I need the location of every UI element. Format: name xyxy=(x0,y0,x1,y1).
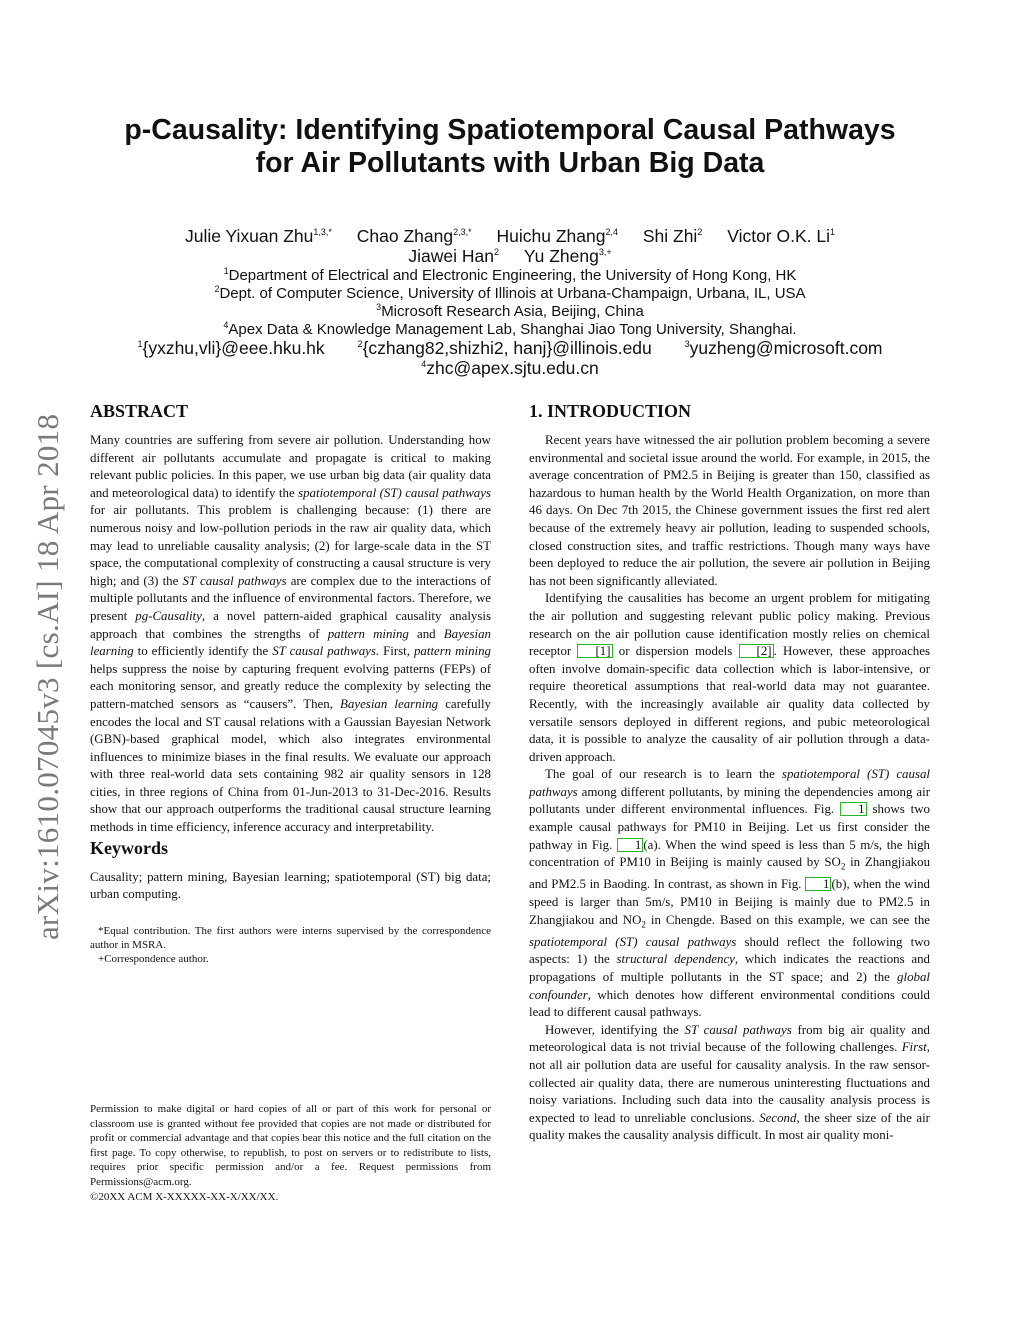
footnotes xyxy=(90,924,491,966)
affiliation: $^4$Apex Data & Knowledge Management Lab, Shanghai Jiao Tong University, Shanghai. xyxy=(223,320,797,338)
affiliation-list xyxy=(40,267,980,339)
keywords-heading: Keywords xyxy=(90,837,168,858)
paper-title xyxy=(60,114,960,180)
intro-paragraph-2: Identifying the causalities has become an urgent problem for mitigating the air pollution and suggesting relevant public policy making. Previous research on the air pollution cause identification mostly relies on chemical receptor [1] or dispersion models [2] . However, these approaches often involve domain-specific data collection which is labor-intensive, or require theoretical assumptions that real-world data may not guarantee. Recently, with the increasingly available air quality data collected by versatile sensors deployed in different regions, and pubic meteorological data, it is possible to analyze the causality of air pollution through a data-driven approach. xyxy=(529,591,930,764)
left-column xyxy=(90,400,491,966)
keywords-text: Causality; pattern mining, Bayesian learning; spatiotemporal (ST) big data; urban computing. xyxy=(90,869,491,902)
affiliation: $^3$Microsoft Research Asia, Beijing, China xyxy=(376,302,644,320)
email: $^4$zhc@apex.sjtu.edu.cn xyxy=(421,358,599,378)
author: Julie Yixuan Zhu$^{1,3,*}$ xyxy=(184,226,332,246)
correspondence-note: +Correspondence author. xyxy=(98,952,209,965)
email-list xyxy=(40,338,980,378)
equal-contribution-note: *Equal contribution. The first authors were interns supervised by the correspondence author in MSRA. xyxy=(90,924,491,951)
intro-paragraph-3: The goal of our research is to learn the spatiotemporal (ST) causal pathways among different pollutants, by mining the dependencies among air pollutants under different environmental influences. Fig. 1 shows two example causal pathways for PM10 in Beijing. Let us first consider the pathway in Fig. 1 (a). When the wind speed is less than 5 m/s, the high concentration of PM10 in Beijing is mainly caused by $SO_2$ in Zhangjiakou and PM2.5 in Baoding. In contrast, as shown in Fig. 1 (b), when the wind speed is larger than 5m/s, PM10 in Beijing is mainly due to PM2.5 in Zhangjiakou and $NO_2$ in Chengde. Based on this example, we can see the spatiotemporal (ST) causal pathways should reflect the following two aspects: 1) the structural dependency, which indicates the reactions and propagations of multiple pollutants in the ST space; and 2) the global confounder, which denotes how different environmental conditions could lead to different causal pathways. xyxy=(529,767,931,1020)
email: $^3$yuzheng@microsoft.com xyxy=(684,338,883,358)
copyright-line: ©20XX ACM X-XXXXX-XX-X/XX/XX. xyxy=(90,1190,279,1203)
abstract-text: Many countries are suffering from severe air pollution. Understanding how different air pollutants accumulate and propagate is critical to making relevant public policies. In this paper, we use urban big data (air quality data and meteorological data) to identify the spatiotemporal (ST) causal pathways for air pollutants. This problem is challenging because: (1) there are numerous noisy and low-pollution periods in the raw air quality data, which may lead to unreliable causality analysis; (2) for large-scale data in the ST space, the computational complexity of constructing a causal structure is very high; and (3) the ST causal pathways are complex due to the interactions of multiple pollutants and the influence of environmental factors. Therefore, we present pg-Causality, a novel pattern-aided graphical causality analysis approach that combines the strengths of pattern mining and Bayesian learning to efficiently identify the ST causal pathways. First, pattern mining helps suppress the noise by capturing frequent evolving patterns (FEPs) of each monitoring sensor, and greatly reduce the complexity by selecting the pattern-matched sensors as “causers”. Then, Bayesian learning carefully encodes the local and ST causal relations with a Gaussian Bayesian Network (GBN)-based graphical model, which also integrates environmental influences to minimize biases in the final results. We evaluate our approach with three real-world data sets containing 982 air quality sensors in 128 cities, in three regions of China from 01-Jun-2013 to 31-Dec-2016. Results show that our approach outperforms the traditional causal structure learning methods in time efficiency, inference accuracy and interpretability. xyxy=(90,433,492,835)
author-list xyxy=(40,226,980,266)
affiliation: $^2$Dept. of Computer Science, University of Illinois at Urbana-Champaign, Urbana, IL, USA xyxy=(214,284,806,302)
title-line-2: for Air Pollutants with Urban Big Data xyxy=(255,147,765,179)
introduction-heading: 1. INTRODUCTION xyxy=(529,401,692,421)
email: $^1${yxzhu,vli}@eee.hku.hk xyxy=(137,338,325,358)
right-column xyxy=(529,400,930,1145)
abstract-heading: ABSTRACT xyxy=(90,401,189,421)
affiliation: $^1$Department of Electrical and Electronic Engineering, the University of Hong Kong, HK xyxy=(223,266,797,284)
permission-text: Permission to make digital or hard copies of all or part of this work for personal or classroom use is granted without fee provided that copies are not made or distributed for profit or commercial advantage and that copies bear this notice and the full citation on the first page. To copy otherwise, to republish, to post on servers or to redistribute to lists, requires prior specific permission and/or a fee. Request permissions from Permissions@acm.org. xyxy=(90,1103,491,1188)
citation-link[interactable]: [1] xyxy=(577,644,612,658)
title-line-1: p-Causality: Identifying Spatiotemporal Causal Pathways xyxy=(124,114,896,146)
citation-link[interactable]: [2] xyxy=(739,644,774,658)
author: Victor O.K. Li$^1$ xyxy=(727,226,836,246)
arxiv-identifier-stamp: arXiv:1610.07045v3 [cs.AI] 18 Apr 2018 xyxy=(30,413,65,940)
author: Yu Zheng$^{3,+}$ xyxy=(523,246,612,266)
permission-notice xyxy=(90,1102,491,1204)
author: Huichu Zhang$^{2,4}$ xyxy=(496,226,618,246)
figure-link[interactable]: 1 xyxy=(805,877,831,891)
author: Chao Zhang$^{2,3,*}$ xyxy=(356,226,472,246)
figure-link[interactable]: 1 xyxy=(617,838,643,852)
intro-paragraph-4: However, identifying the ST causal pathways from big air quality and meteorological data is not trivial because of the following challenges. First, not all air pollution data are useful for causality analysis. In the raw sensor-collected air quality data, there are numerous uninteresting fluctuations and noisy variations. Including such data into the causality analysis process is expected to lead to unreliable conclusions. Second, the sheer size of the air quality makes the causality analysis difficult. In most air quality moni- xyxy=(529,1022,930,1143)
intro-paragraph-1: Recent years have witnessed the air pollution problem becoming a severe environmental and societal issue around the world. For example, in 2015, the average concentration of PM2.5 in Beijing is greater than 150, classified as hazardous to human health by the World Health Organization, on more than 46 days. On Dec 7th 2015, the Chinese government issues the first red alert because of the extremely heavy air pollution, leading to suspended schools, closed construction sites, and traffic restrictions. Though many ways have been deployed to reduce the air pollution, the severe air pollution in Beijing has not been significantly alleviated. xyxy=(529,433,930,588)
figure-link[interactable]: 1 xyxy=(840,802,866,816)
email: $^2${czhang82,shizhi2, hanj}@illinois.edu xyxy=(357,338,652,358)
author: Shi Zhi$^2$ xyxy=(642,226,703,246)
author: Jiawei Han$^2$ xyxy=(408,246,500,266)
